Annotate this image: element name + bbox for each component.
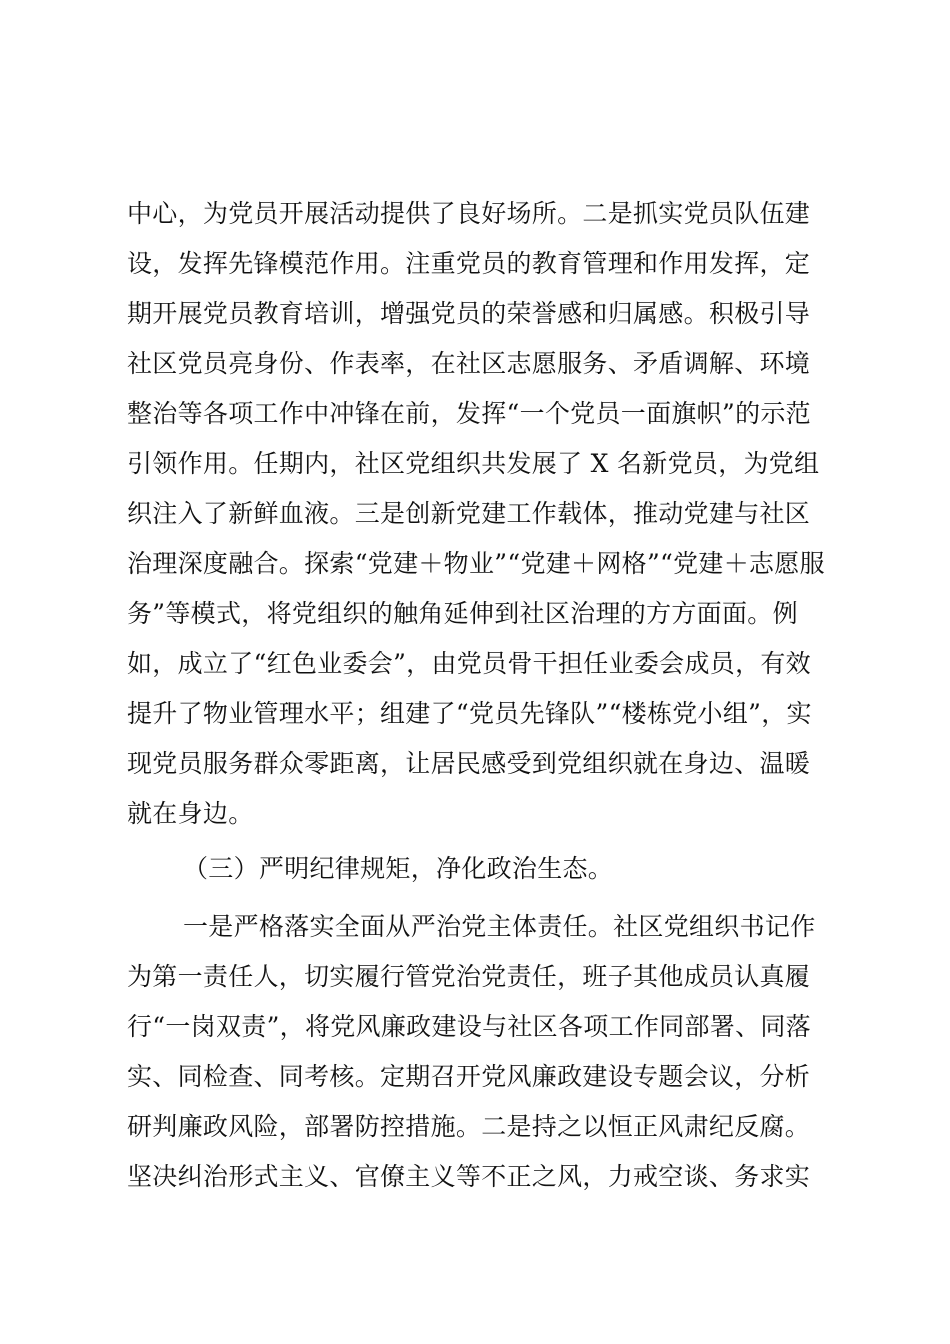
text-line: 坚决纠治形式主义、官僚主义等不正之风，力戒空谈、务求实: [127, 1162, 811, 1191]
text-line: 引领作用。任期内，社区党组织共发展了 X 名新党员，为党组: [127, 449, 820, 478]
text-line: 就在身边。: [127, 799, 254, 828]
text-line: 织注入了新鲜血液。三是创新党建工作载体，推动党建与社区: [127, 499, 811, 528]
text-line: 行“一岗双责”，将党风廉政建设与社区各项工作同部署、同落: [127, 1012, 811, 1041]
text-line: 中心，为党员开展活动提供了良好场所。二是抓实党员队伍建: [127, 199, 811, 228]
text-line: 如，成立了“红色业委会”，由党员骨干担任业委会成员，有效: [127, 649, 811, 678]
section-heading: （三）严明纪律规矩，净化政治生态。: [183, 854, 614, 883]
text-line: 实、同检查、同考核。定期召开党风廉政建设专题会议，分析: [127, 1062, 811, 1091]
text-line: 为第一责任人，切实履行管党治党责任，班子其他成员认真履: [127, 962, 811, 991]
text-line: 社区党员亮身份、作表率，在社区志愿服务、矛盾调解、环境: [127, 349, 811, 378]
text-line: 提升了物业管理水平；组建了“党员先锋队”“楼栋党小组”，实: [127, 699, 812, 728]
text-line: 期开展党员教育培训，增强党员的荣誉感和归属感。积极引导: [127, 299, 811, 328]
text-line: 现党员服务群众零距离，让居民感受到党组织就在身边、温暖: [127, 749, 811, 778]
text-line: 治理深度融合。探索“党建＋物业”“党建＋网格”“党建＋志愿服: [127, 549, 825, 578]
text-line: 设，发挥先锋模范作用。注重党员的教育管理和作用发挥，定: [127, 249, 811, 278]
text-line: 务”等模式，将党组织的触角延伸到社区治理的方方面面。例: [127, 599, 798, 628]
text-line: 研判廉政风险，部署防控措施。二是持之以恒正风肃纪反腐。: [127, 1112, 811, 1141]
text-line: 整治等各项工作中冲锋在前，发挥“一个党员一面旗帜”的示范: [127, 399, 811, 428]
text-line: 一是严格落实全面从严治党主体责任。社区党组织书记作: [183, 912, 816, 941]
